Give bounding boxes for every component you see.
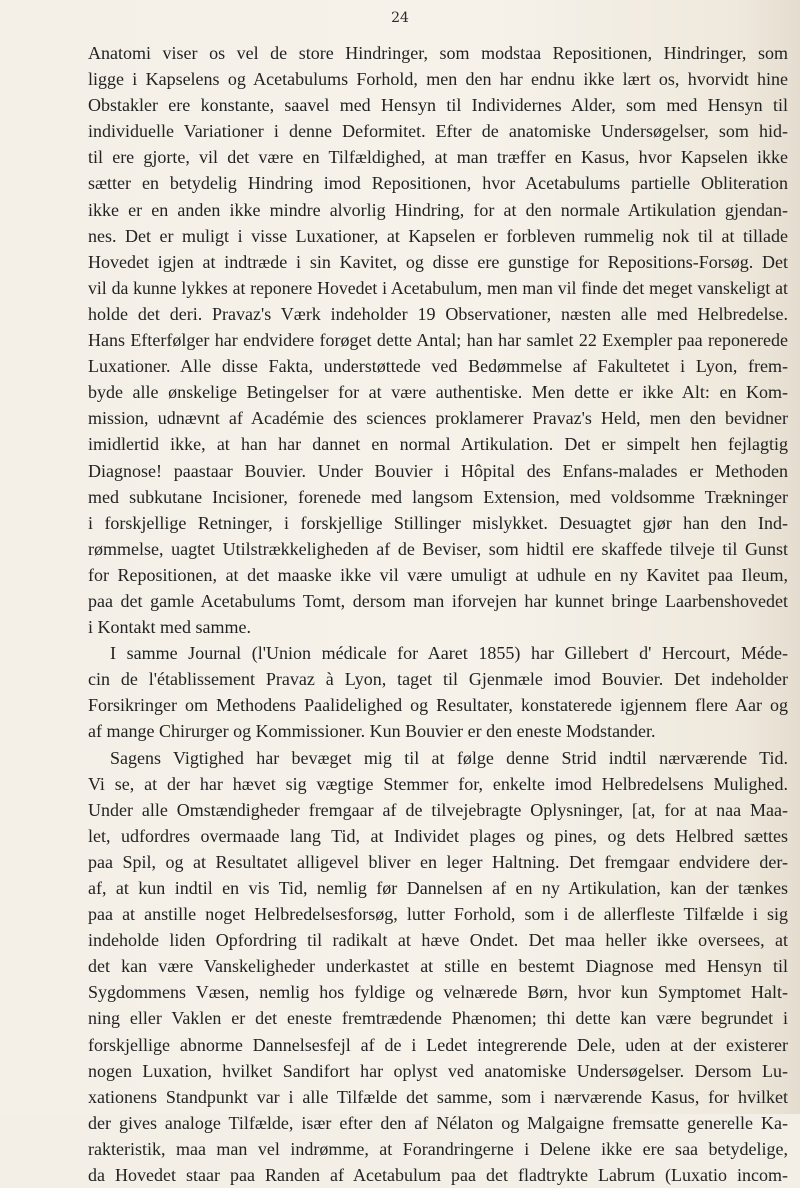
text-line: til ere gjorte, vil det være en Tilfældighed, at man træffer en Kasus, hvor Kapselen ikke (88, 147, 788, 168)
text-line: Hans Efterfølger har endvidere forøget dette Antal; han har samlet 22 Exempler paa reponerede (88, 330, 788, 351)
text-line: det kan være Vanskeligheder underkastet at stille en bestemt Diagnose med Hensyn til (88, 956, 788, 977)
text-line: byde alle ønskelige Betingelser for at være authentiske. Men dette er ikke Alt: en Kom- (88, 382, 788, 403)
text-line: I samme Journal (l'Union médicale for Aaret 1855) har Gillebert d' Hercourt, Méde- (110, 643, 788, 664)
text-line: Anatomi viser os vel de store Hindringer, som modstaa Repositionen, Hindringer, som (88, 43, 788, 63)
text-line: Sygdommens Væsen, nemlig hos fyldige og velnærede Børn, hvor kun Symptomet Halt- (88, 982, 788, 1003)
text-line: forskjellige abnorme Dannelsesfejl af de i Ledet integrerende Dele, uden at der existerer (88, 1034, 788, 1055)
text-line: af mange Chirurger og Kommissioner. Kun Bouvier er den eneste Modstander. (88, 721, 656, 742)
text-line: cin de l'établissement Pravaz à Lyon, taget til Gjenmæle imod Bouvier. Det indeholder (88, 669, 788, 690)
text-line: nogen Luxation, hvilket Sandifort har oplyst ved anatomiske Undersøgelser. Dersom Lu- (88, 1060, 788, 1081)
text-line: vil da kunne lykkes at reponere Hovedet i Acetabulum, men man vil finde det meget vanskeligt at (88, 277, 788, 298)
text-line: af, at kun indtil en vis Tid, nemlig før Dannelsen af en ny Artikulation, kan der tænkes (88, 878, 788, 898)
text-line: rakteristik, maa man vel indrømme, at Forandringerne i Delene ikke ere saa betydelige, (88, 1138, 788, 1159)
text-line: ikke er en anden ikke mindre alvorlig Hindring, for at den normale Artikulation gjendan- (88, 199, 788, 220)
text-line: nes. Det er muligt i visse Luxationer, at Kapselen er forbleven rummelig nok til at tillade (88, 225, 788, 246)
text-line: rømmelse, uagtet Utilstrækkeligheden af de Beviser, som hidtil ere skaffede tilveje til Gunst (88, 538, 788, 559)
text-line: let, udfordres overmaade lang Tid, at Individet plages og pines, og dets Helbred sættes (88, 825, 788, 846)
text-line: Vi se, at der har hævet sig vægtige Stemmer for, enkelte imod Helbredelsens Mulighed. (88, 773, 788, 794)
text-line: Hovedet igjen at indtræde i sin Kavitet, og disse ere gunstige for Repositions-Forsøg. Det (88, 251, 788, 272)
text-line: med subkutane Incisioner, forenede med langsom Extension, med voldsomme Trækninger (88, 486, 788, 507)
text-line: der gives analoge Tilfælde, især efter den af Nélaton og Malgaigne fremsatte generelle Ka- (88, 1112, 788, 1133)
text-line: sætter en betydelig Hindring imod Repositionen, hvor Acetabulums partielle Obliteration (88, 173, 788, 194)
text-line: i Kontakt med samme. (88, 617, 251, 638)
text-line: Obstakler ere konstante, saavel med Hensyn til Individernes Alder, som med Hensyn til (88, 95, 788, 116)
text-line: ligge i Kapselens og Acetabulums Forhold, men den har endnu ikke lært os, hvorvidt hine (88, 69, 788, 90)
text-line: Luxationer. Alle disse Fakta, understøttede ved Bedømmelse af Fakultetet i Lyon, frem- (88, 356, 788, 377)
text-line: individuelle Variationer i denne Deformitet. Efter de anatomiske Undersøgelser, som hid- (88, 121, 788, 142)
text-line: Forsikringer om Methodens Paalidelighed og Resultater, konstaterede igjennem flere Aar og (88, 695, 788, 716)
text-line: imidlertid ikke, at han har dannet en normal Artikulation. Det er simpelt hen fejlagtig (88, 434, 788, 455)
text-line: paa Spil, og at Resultatet alligevel bliver en leger Haltning. Det fremgaar endvidere der- (88, 851, 788, 872)
body-text (88, 40, 788, 1188)
text-line: paa det gamle Acetabulums Tomt, dersom man iforvejen har kunnet bringe Laarbenshovedet (88, 590, 788, 611)
page-number: 24 (391, 10, 409, 26)
text-line: xationens Standpunkt var i alle Tilfælde det samme, som i nærværende Kasus, for hvilket (88, 1086, 788, 1107)
text-line: i forskjellige Retninger, i forskjellige Stillinger mislykket. Desuagtet gjør han den Ind- (88, 512, 788, 533)
text-line: da Hovedet staar paa Randen af Acetabulum paa det fladtrykte Labrum (Luxatio incom- (88, 1165, 788, 1186)
text-line: paa at anstille noget Helbredelsesforsøg, lutter Forhold, som i de allerfleste Tilfælde i sig (88, 904, 788, 925)
text-line: Under alle Omstændigheder fremgaar af de tilvejebragte Oplysninger, [at, for at naa Maa- (88, 799, 788, 820)
text-line: Sagens Vigtighed har bevæget mig til at følge denne Strid indtil nærværende Tid. (110, 747, 788, 768)
text-line: holde det deri. Pravaz's Værk indeholder 19 Observationer, næsten alle med Helbredelse. (88, 303, 788, 324)
text-line: Diagnose! paastaar Bouvier. Under Bouvier i Hôpital des Enfans-malades er Methoden (88, 460, 788, 481)
text-line: ning eller Vaklen er det eneste fremtrædende Phænomen; thi dette kan være begrundet i (88, 1008, 788, 1029)
text-line: mission, udnævnt af Académie des sciences proklamerer Pravaz's Held, men den bevidner (88, 408, 788, 429)
text-line: for Repositionen, at det maaske ikke vil være umuligt at udhule en ny Kavitet paa Ileum, (88, 564, 788, 585)
text-line: indeholde liden Opfordring til radikalt at hæve Ondet. Det maa heller ikke oversees, at (88, 930, 788, 951)
